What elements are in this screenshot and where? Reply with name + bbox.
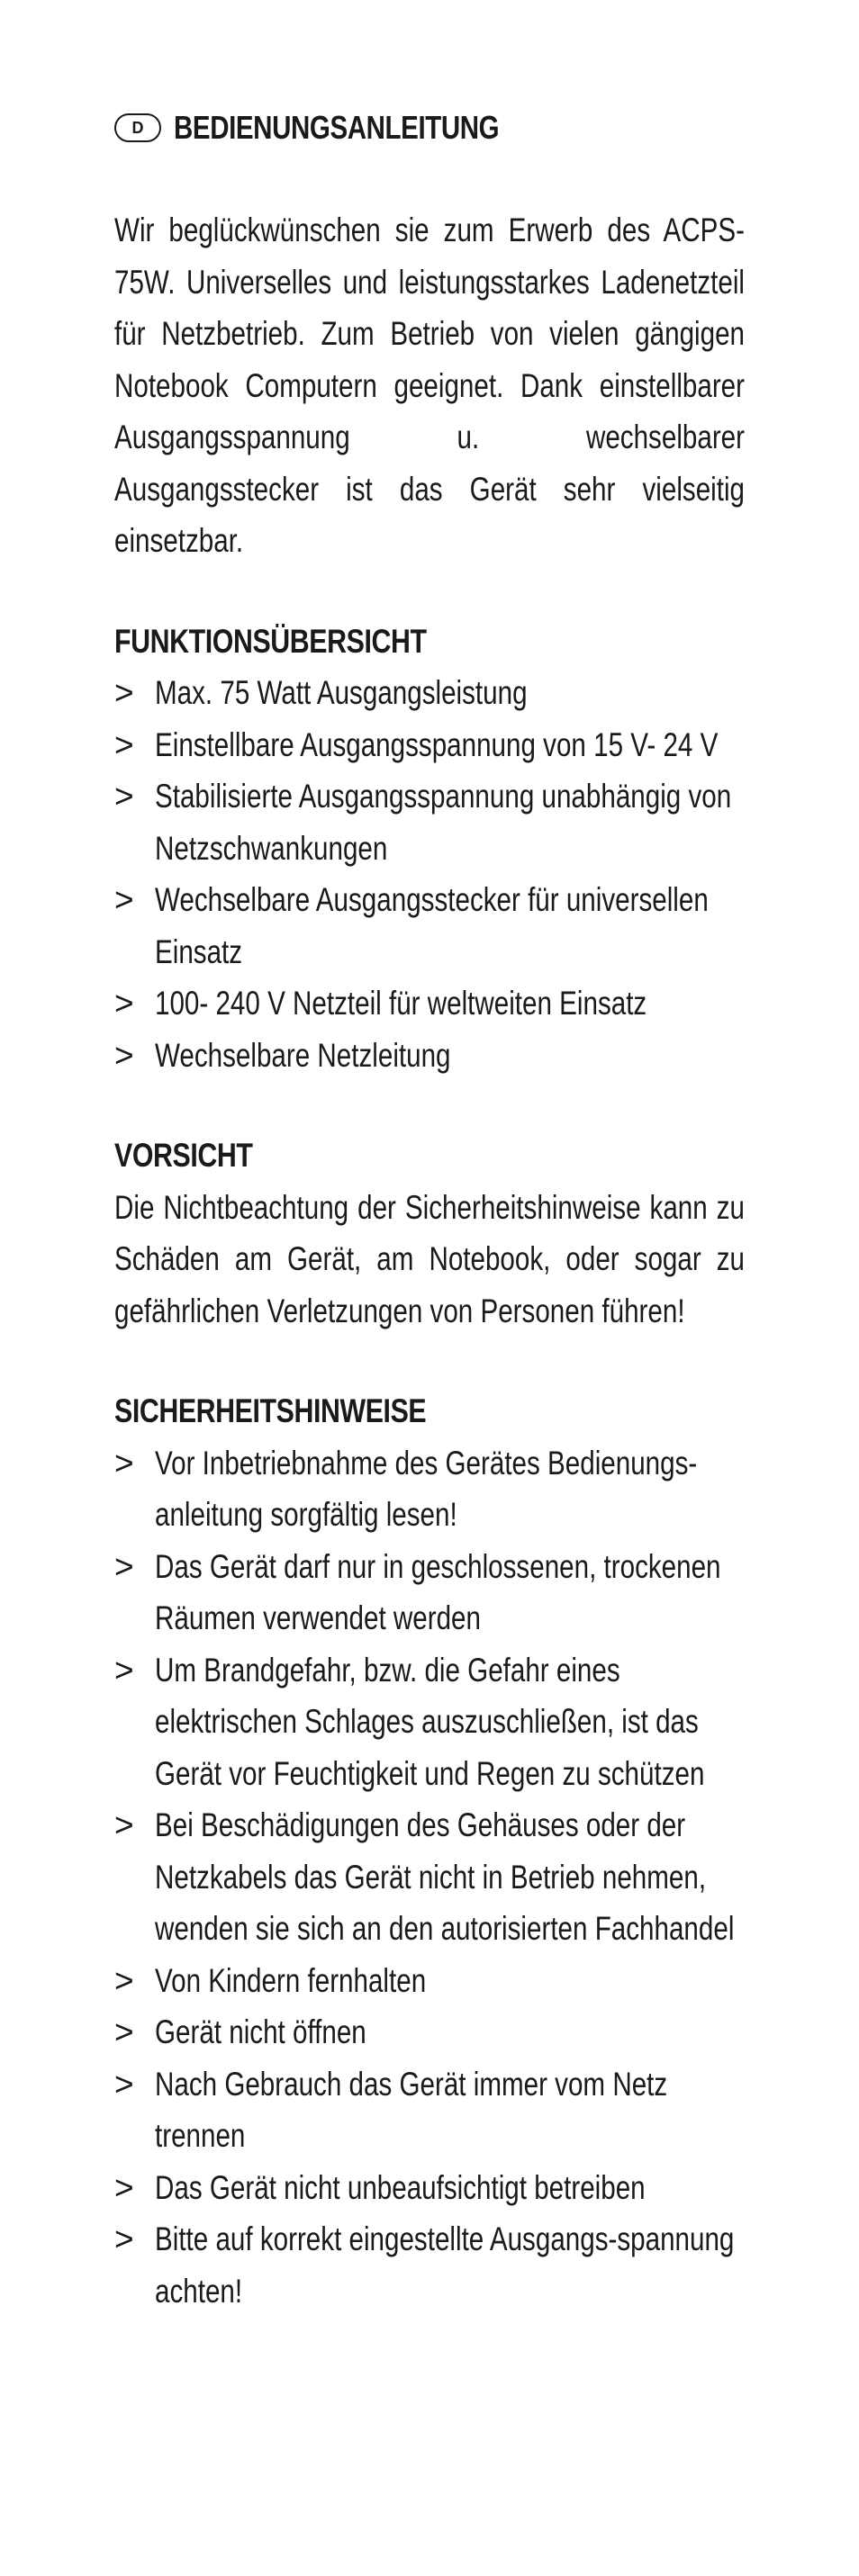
caution-paragraph [114, 1182, 745, 1338]
list-item: > Von Kindern fernhalten [114, 1955, 745, 2007]
bullet-glyph: > [114, 778, 134, 815]
list-item: > Einstellbare Ausgangsspannung von 15 V- 24 V [114, 719, 745, 771]
bullet-glyph: > [114, 2013, 134, 2050]
features-section [114, 616, 745, 1082]
bullet-glyph: > [114, 1651, 134, 1689]
bullet-glyph: > [114, 1036, 134, 1074]
list-item: > Bitte auf korrekt eingestellte Ausgangs-spannung achten! [114, 2213, 745, 2317]
safety-heading: SICHERHEITSHINWEISE [114, 1392, 427, 1429]
title-row [114, 101, 745, 155]
list-item: > Das Gerät nicht unbeaufsichtigt betreiben [114, 2162, 745, 2214]
list-item: > Das Gerät darf nur in geschlossenen, trockenen Räumen verwendet werden [114, 1541, 745, 1644]
intro-paragraph [114, 204, 745, 567]
manual-page [114, 101, 745, 2317]
list-item: > Wechselbare Ausgangsstecker für universellen Einsatz [114, 874, 745, 977]
caution-section [114, 1130, 745, 1337]
features-list [114, 667, 745, 1081]
bullet-glyph: > [114, 674, 134, 711]
bullet-glyph: > [114, 1961, 134, 1999]
list-item: > Max. 75 Watt Ausgangsleistung [114, 667, 745, 719]
bullet-glyph: > [114, 2065, 134, 2103]
list-item: > Wechselbare Netzleitung [114, 1030, 745, 1082]
bullet-glyph: > [114, 725, 134, 763]
bullet-glyph: > [114, 2168, 134, 2206]
list-item: > Gerät nicht öffnen [114, 2006, 745, 2058]
features-heading: FUNKTIONSÜBERSICHT [114, 622, 427, 660]
language-badge: D [114, 113, 161, 142]
list-item: > Nach Gebrauch das Gerät immer vom Netz trennen [114, 2058, 745, 2162]
caution-text: Die Nichtbeachtung der Sicherheitshinweise kann zu Schäden am Gerät, am Notebook, oder sogar zu gefährlichen Verletzungen von Personen führen! [114, 1188, 745, 1329]
document-title: BEDIENUNGSANLEITUNG [174, 109, 500, 146]
safety-section [114, 1385, 745, 2317]
caution-heading: VORSICHT [114, 1137, 253, 1174]
bullet-glyph: > [114, 1547, 134, 1585]
list-item: > Vor Inbetriebnahme des Gerätes Bedienungs-anleitung sorgfältig lesen! [114, 1437, 745, 1541]
list-item: > 100- 240 V Netzteil für weltweiten Einsatz [114, 977, 745, 1030]
bullet-glyph: > [114, 1806, 134, 1843]
list-item: > Stabilisierte Ausgangsspannung unabhängig von Netzschwankungen [114, 770, 745, 874]
list-item: > Bei Beschädigungen des Gehäuses oder der Netzkabels das Gerät nicht in Betrieb nehmen, wenden sie sich an den autorisierten Fachhandel [114, 1799, 745, 1955]
bullet-glyph: > [114, 985, 134, 1022]
intro-text: Wir beglückwünschen sie zum Erwerb des ACPS-75W. Universelles und leistungsstarkes Ladenetzteil für Netzbetrieb. Zum Betrieb von vielen gängigen Notebook Computern geeignet. Dank einstellbarer Ausgangsspannung u. wechselbarer Ausgangsstecker ist das Gerät sehr vielseitig einsetzbar. [114, 212, 745, 559]
bullet-glyph: > [114, 881, 134, 918]
safety-list [114, 1437, 745, 2318]
bullet-glyph: > [114, 2220, 134, 2257]
bullet-glyph: > [114, 1444, 134, 1482]
list-item: > Um Brandgefahr, bzw. die Gefahr eines elektrischen Schlages auszuschließen, ist das Gerät vor Feuchtigkeit und Regen zu schützen [114, 1644, 745, 1800]
